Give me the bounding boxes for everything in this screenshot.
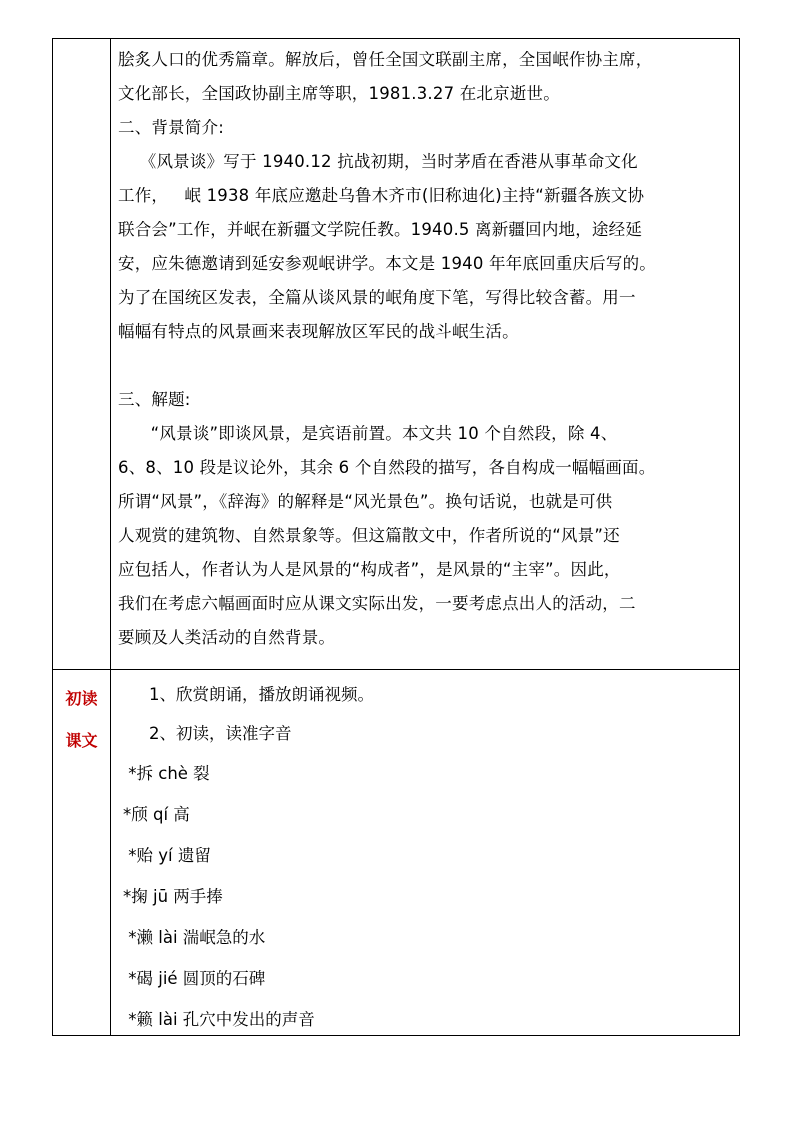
text-line: 我们在考虑六幅画面时应从课文实际出发，一要考虑点出人的活动，二 — [118, 594, 636, 613]
background-content-cell — [111, 39, 739, 669]
text-line: 脍炙人口的优秀篇章。解放后，曾任全国文联副主席，全国岷作协主席， — [118, 50, 653, 69]
blank-line — [118, 349, 733, 383]
text-line: 工作， 岷 1938 年底应邀赴乌鲁木齐市(旧称迪化)主持“新疆各族文协 — [118, 186, 645, 205]
text-line: “风景谈”即谈风景，是宾语前置。本文共 10 个自然段，除 4、 — [118, 424, 618, 443]
text-line: 6、8、10 段是议论外，其余 6 个自然段的描写，各自构成一幅幅画面。 — [118, 458, 656, 477]
text-line: 人观赏的建筑物、自然景象等。但这篇散文中，作者所说的“风景”还 — [118, 526, 620, 545]
text-line: 文化部长，全国政协副主席等职，1981.3.27 在北京逝世。 — [118, 84, 560, 103]
step-item: 2、初读，读准字音 — [149, 724, 292, 743]
vocab-item: *碣 jié 圆顶的石碑 — [123, 969, 266, 988]
section-label-line2: 课文 — [65, 731, 98, 750]
section-label-line1: 初读 — [65, 689, 98, 708]
vocab-item: *濑 lài 湍岷急的水 — [123, 928, 266, 947]
section-label-cell — [53, 670, 111, 1035]
text-line: 要顾及人类活动的自然背景。 — [118, 628, 336, 647]
text-line: 联合会”工作，并岷在新疆文学院任教。1940.5 离新疆回内地，途经延 — [118, 220, 643, 239]
step-item: 1、欣赏朗诵，播放朗诵视频。 — [149, 685, 374, 704]
vocab-item: *拆 chè 裂 — [123, 764, 210, 783]
section-heading-background: 二、背景简介: — [118, 118, 224, 137]
first-reading-content-cell — [111, 670, 739, 1035]
vocab-item: *贻 yí 遗留 — [123, 846, 211, 865]
text-line: 为了在国统区发表，全篇从谈风景的岷角度下笔，写得比较含蓄。用一 — [118, 288, 636, 307]
text-line: 《风景谈》写于 1940.12 抗战初期，当时茅盾在香港从事革命文化 — [118, 152, 638, 171]
vocab-item: *颀 qí 高 — [123, 805, 190, 824]
vocab-item: *掬 jū 两手捧 — [123, 887, 223, 906]
table-row-background — [53, 39, 739, 669]
text-line: 安，应朱德邀请到延安参观岷讲学。本文是 1940 年年底回重庆后写的。 — [118, 254, 656, 273]
vocab-item: *籁 lài 孔穴中发出的声音 — [123, 1010, 315, 1029]
table-row-first-reading — [53, 669, 739, 1035]
empty-label-cell — [53, 39, 111, 669]
text-line: 应包括人，作者认为人是风景的“构成者”，是风景的“主宰”。因此， — [118, 560, 621, 579]
text-line: 幅幅有特点的风景画来表现解放区军民的战斗岷生活。 — [118, 322, 519, 341]
lesson-table — [52, 38, 740, 1036]
section-heading-title-explanation: 三、解题: — [118, 390, 191, 409]
text-line: 所谓“风景”，《辞海》的解释是“风光景色”。换句话说，也就是可供 — [118, 492, 613, 511]
